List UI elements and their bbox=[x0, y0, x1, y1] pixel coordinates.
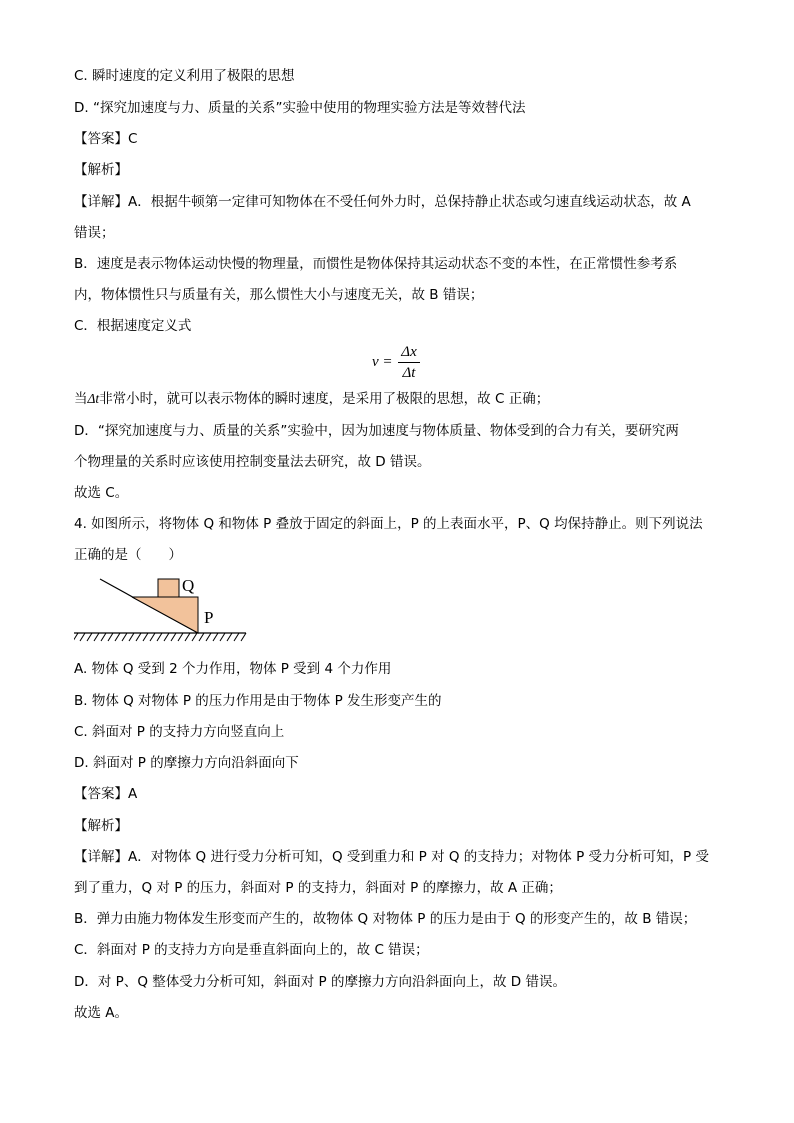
hatch-mark bbox=[74, 633, 78, 641]
hatch-mark bbox=[164, 633, 169, 641]
hatch-mark bbox=[171, 633, 176, 641]
q4-stem-line2: 正确的是（ ） bbox=[74, 547, 182, 563]
formula-lhs: v = bbox=[372, 354, 393, 370]
hatch-mark bbox=[157, 633, 162, 641]
q4-detail-a-line1: 【详解】A．对物体 Q 进行受力分析可知，Q 受到重力和 P 对 Q 的支持力；对物体 P 受力分析可知，P 受 bbox=[74, 849, 709, 865]
hatch-mark bbox=[220, 633, 225, 641]
hatch-mark bbox=[206, 633, 211, 641]
prev-detail-b-line2: 内，物体惯性只与质量有关，那么惯性大小与速度无关，故 B 错误； bbox=[74, 287, 484, 303]
incline-block-figure bbox=[74, 571, 254, 649]
hatch-mark bbox=[115, 633, 120, 641]
q4-detail-a-line2: 到了重力，Q 对 P 的压力，斜面对 P 的支持力，斜面对 P 的摩擦力，故 A 正确； bbox=[74, 880, 562, 896]
hatch-mark bbox=[101, 633, 106, 641]
hatch-mark bbox=[94, 633, 99, 641]
hatch-mark bbox=[136, 633, 141, 641]
prev-detail-a-line2: 错误； bbox=[74, 225, 115, 241]
fraction-bar bbox=[398, 362, 420, 363]
formula-numerator: Δx bbox=[401, 344, 417, 360]
prev-detail-d-line2: 个物理量的关系时应该使用控制变量法去研究，故 D 错误。 bbox=[74, 454, 431, 470]
formula-denominator: Δt bbox=[402, 365, 416, 381]
hatch-mark bbox=[129, 633, 134, 641]
q4-option-b: B. 物体 Q 对物体 P 的压力作用是由于物体 P 发生形变产生的 bbox=[74, 693, 442, 709]
ground-hatching bbox=[74, 633, 246, 641]
label-q: Q bbox=[182, 576, 195, 595]
formula-fraction bbox=[398, 343, 420, 382]
prev-analysis-label: 【解析】 bbox=[74, 162, 128, 178]
prev-conclusion: 故选 C。 bbox=[74, 485, 129, 501]
prev-detail-b-line1: B．速度是表示物体运动快慢的物理量，而惯性是物体保持其运动状态不变的本性，在正常惯性参考系 bbox=[74, 256, 678, 272]
label-p: P bbox=[204, 608, 214, 627]
hatch-mark bbox=[87, 633, 92, 641]
hatch-mark bbox=[213, 633, 218, 641]
hatch-mark bbox=[122, 633, 127, 641]
hatch-mark bbox=[241, 633, 246, 641]
q4-option-d: D. 斜面对 P 的摩擦力方向沿斜面向下 bbox=[74, 755, 299, 771]
prev-detail-c-line2-post: 非常小时，就可以表示物体的瞬时速度，是采用了极限的思想，故 C 正确； bbox=[99, 391, 550, 407]
q4-detail-d: D．对 P、Q 整体受力分析可知，斜面对 P 的摩擦力方向沿斜面向上，故 D 错误。 bbox=[74, 974, 566, 990]
hatch-mark bbox=[192, 633, 197, 641]
hatch-mark bbox=[227, 633, 232, 641]
hatch-mark bbox=[108, 633, 113, 641]
delta-t-symbol: Δt bbox=[87, 391, 100, 406]
hatch-mark bbox=[178, 633, 183, 641]
prev-detail-c-line2-pre: 当 bbox=[74, 391, 88, 407]
hatch-mark bbox=[185, 633, 190, 641]
q4-option-a: A. 物体 Q 受到 2 个力作用，物体 P 受到 4 个力作用 bbox=[74, 661, 392, 677]
prev-answer: 【答案】C bbox=[74, 131, 138, 147]
prev-detail-c-line1: C．根据速度定义式 bbox=[74, 318, 192, 334]
prev-detail-a-line1: 【详解】A．根据牛顿第一定律可知物体在不受任何外力时，总保持静止状态或匀速直线运动状态，故 A bbox=[74, 194, 691, 210]
block-p bbox=[132, 597, 198, 633]
prev-detail-c-line2 bbox=[74, 389, 549, 409]
q4-analysis-label: 【解析】 bbox=[74, 818, 128, 834]
q4-option-c: C. 斜面对 P 的支持力方向竖直向上 bbox=[74, 724, 285, 740]
prev-option-c: C. 瞬时速度的定义利用了极限的思想 bbox=[74, 68, 295, 84]
hatch-mark bbox=[199, 633, 204, 641]
q4-conclusion: 故选 A。 bbox=[74, 1005, 129, 1021]
prev-detail-d-line1: D．“探究加速度与力、质量的关系”实验中，因为加速度与物体质量、物体受到的合力有关，要研究两 bbox=[74, 423, 679, 439]
q4-detail-c: C．斜面对 P 的支持力方向是垂直斜面向上的，故 C 错误； bbox=[74, 942, 429, 958]
prev-option-d: D. “探究加速度与力、质量的关系”实验中使用的物理实验方法是等效替代法 bbox=[74, 100, 526, 116]
q4-stem-line1: 4. 如图所示，将物体 Q 和物体 P 叠放于固定的斜面上，P 的上表面水平，P、Q 均保持静止。则下列说法 bbox=[74, 516, 703, 532]
hatch-mark bbox=[80, 633, 85, 641]
hatch-mark bbox=[143, 633, 148, 641]
hatch-mark bbox=[150, 633, 155, 641]
velocity-definition-formula bbox=[372, 343, 432, 385]
q4-answer: 【答案】A bbox=[74, 786, 138, 802]
block-q bbox=[158, 579, 179, 597]
hatch-mark bbox=[234, 633, 239, 641]
q4-detail-b: B．弹力由施力物体发生形变而产生的，故物体 Q 对物体 P 的压力是由于 Q 的形变产生的，故 B 错误； bbox=[74, 911, 697, 927]
